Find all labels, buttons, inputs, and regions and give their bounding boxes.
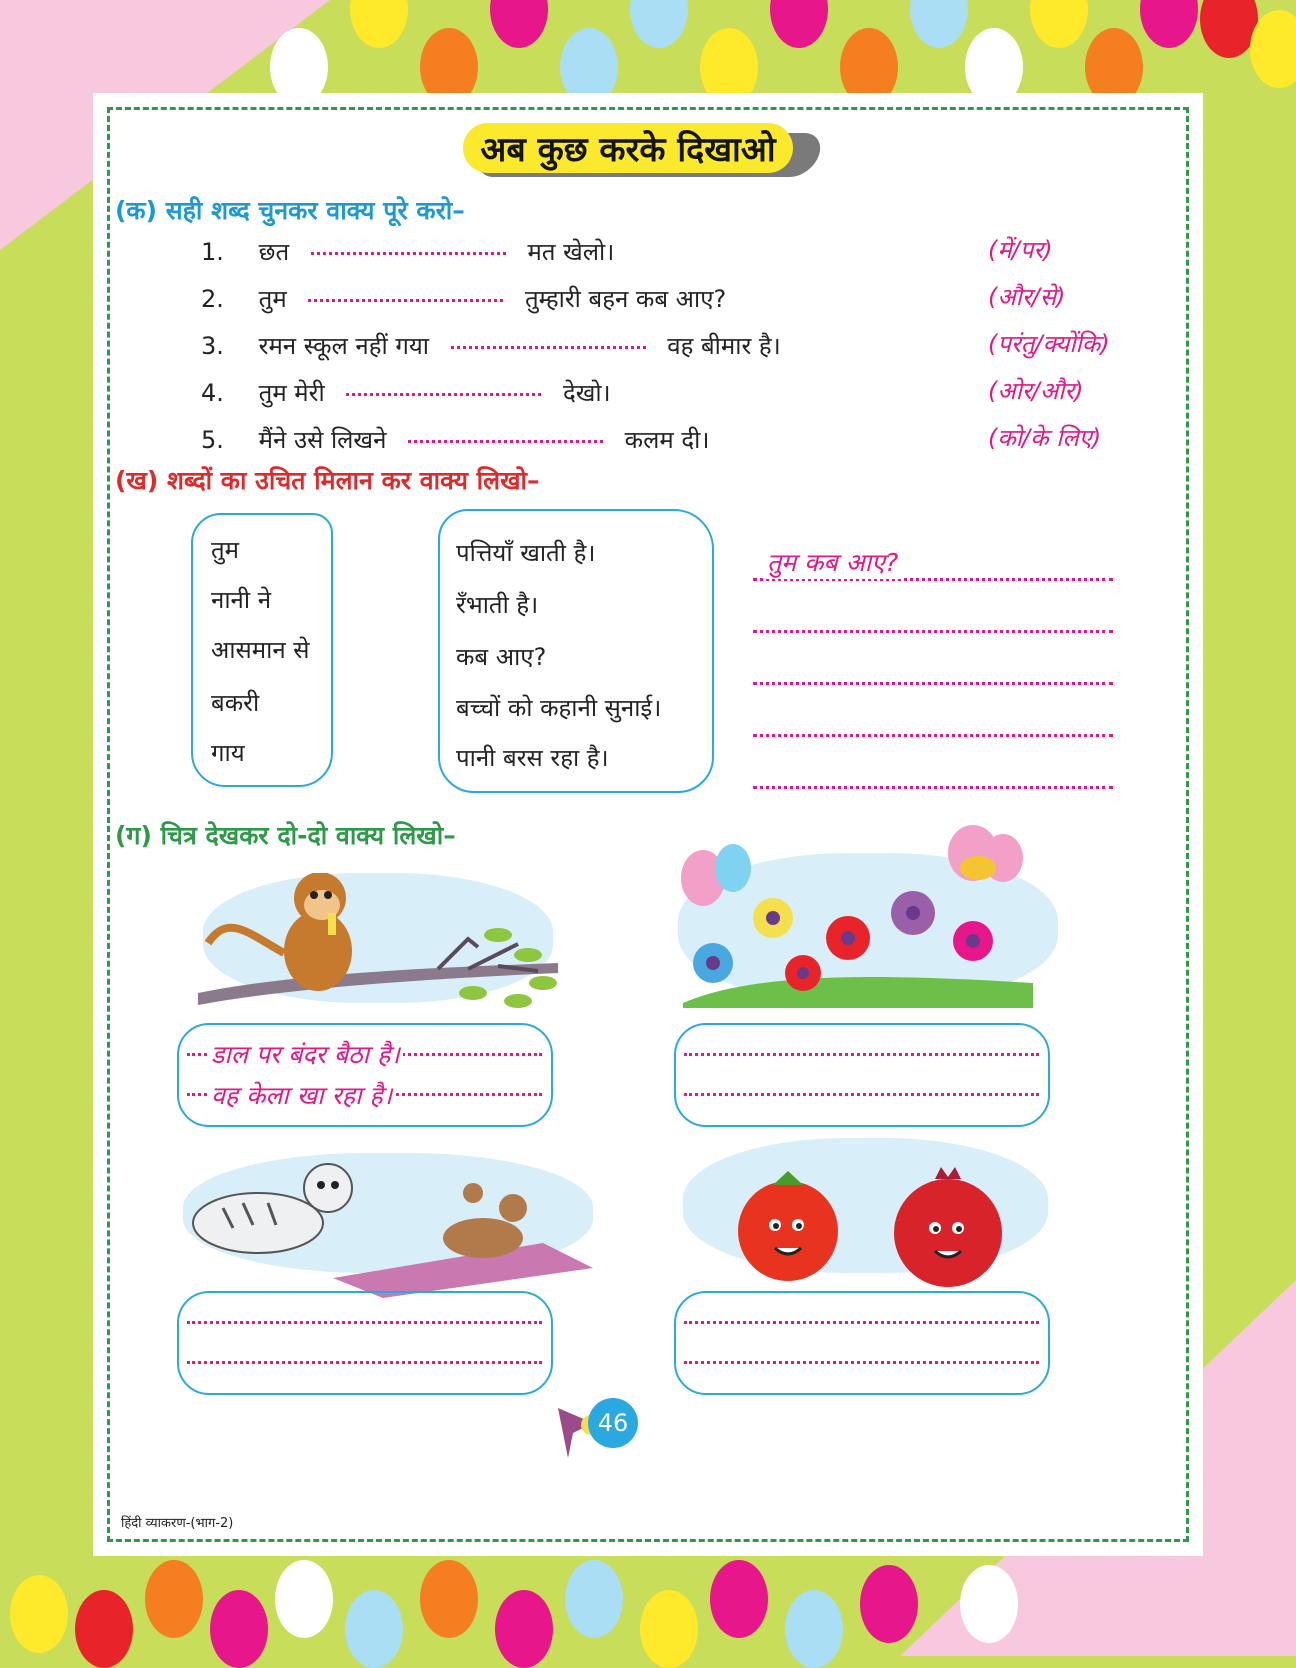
right-word: रँभाती है।	[456, 591, 539, 619]
item-number: 1.	[201, 238, 224, 266]
right-word: बच्चों को कहानी सुनाई।	[456, 694, 662, 722]
sentence-start: तुम मेरी	[258, 379, 325, 407]
blank-line	[311, 252, 506, 255]
exercise-row	[201, 235, 614, 268]
title-banner	[463, 123, 823, 179]
left-word: बकरी	[211, 689, 260, 717]
right-word: कब आए?	[456, 643, 547, 671]
decorative-dot	[565, 1560, 623, 1638]
page-number: 46	[588, 1398, 638, 1448]
decorative-dot	[785, 1590, 843, 1668]
option-choices: (में/पर)	[988, 236, 1053, 264]
sentence-end: वह बीमार है।	[667, 332, 781, 360]
book-title-footer: हिंदी व्याकरण-(भाग-2)	[121, 1516, 234, 1531]
tomato-pomegranate-illustration	[683, 1143, 1053, 1293]
blank-line	[308, 299, 503, 302]
exercise-row	[201, 376, 611, 409]
sentence-start: तुम	[258, 285, 287, 313]
sentence-start: मैंने उसे लिखने	[258, 426, 387, 454]
left-word: नानी ने	[211, 586, 272, 614]
section-a-heading: (क) सही शब्द चुनकर वाक्य पूरे करो–	[115, 196, 465, 225]
left-word: आसमान से	[211, 636, 310, 664]
page-title: अब कुछ करके दिखाओ	[480, 130, 776, 170]
sentence-end: देखो।	[562, 379, 611, 407]
answer-line[interactable]	[753, 786, 1113, 789]
option-choices: (परंतु/क्योंकि)	[988, 330, 1110, 358]
title-pill	[463, 123, 793, 173]
answer-box	[674, 1023, 1050, 1127]
answer-box	[177, 1291, 553, 1395]
flowers-butterflies-illustration	[673, 823, 1063, 1013]
decorative-dot	[860, 1565, 918, 1643]
example-answer: तुम कब आए?	[763, 545, 902, 579]
answer-line[interactable]	[684, 1093, 1039, 1096]
decorative-dot	[420, 1560, 478, 1638]
sentence-end: तुम्हारी बहन कब आए?	[524, 285, 727, 313]
blank-line	[346, 393, 541, 396]
option-choices: (और/से)	[988, 283, 1066, 311]
answer-box	[674, 1291, 1050, 1395]
answer-line[interactable]	[753, 734, 1113, 737]
sentence-end: कलम दी।	[624, 426, 710, 454]
decorative-dot	[960, 1565, 1018, 1643]
section-b-heading: (ख) शब्दों का उचित मिलान कर वाक्य लिखो–	[115, 466, 540, 495]
decorative-dot	[145, 1560, 203, 1638]
answer-line[interactable]	[684, 1361, 1039, 1364]
sentence-start: रमन स्कूल नहीं गया	[258, 332, 429, 360]
answer-line[interactable]	[753, 682, 1113, 685]
left-word: गाय	[211, 739, 245, 767]
decorative-dot	[710, 1560, 768, 1638]
monkey-on-branch-illustration	[198, 873, 568, 1033]
blank-line	[408, 440, 603, 443]
answer-line[interactable]	[187, 1321, 542, 1324]
decorative-dot	[75, 1590, 133, 1668]
right-word: पत्तियाँ खाती है।	[456, 539, 596, 567]
exercise-row	[201, 329, 781, 362]
left-word: तुम	[211, 536, 240, 564]
option-choices: (ओर/और)	[988, 377, 1084, 405]
example-answer: वह केला खा रहा है।	[208, 1078, 395, 1112]
decorative-dot	[495, 1590, 553, 1668]
right-word: पानी बरस रहा है।	[456, 744, 609, 772]
example-answer: डाल पर बंदर बैठा है।	[208, 1037, 403, 1071]
decorative-dot	[640, 1590, 698, 1668]
decorative-dot	[210, 1590, 268, 1668]
item-number: 3.	[201, 332, 224, 360]
option-choices: (को/के लिए)	[988, 424, 1102, 452]
worksheet-page	[93, 93, 1203, 1556]
answer-line[interactable]	[684, 1321, 1039, 1324]
exercise-row	[201, 423, 709, 456]
blank-line	[451, 346, 646, 349]
answer-line[interactable]	[753, 630, 1113, 633]
answer-line[interactable]	[187, 1361, 542, 1364]
sentence-start: छत	[258, 238, 290, 266]
answer-line[interactable]	[684, 1053, 1039, 1056]
decorative-dot	[275, 1560, 333, 1638]
sentence-end: मत खेलो।	[527, 238, 615, 266]
item-number: 4.	[201, 379, 224, 407]
section-c-heading: (ग) चित्र देखकर दो-दो वाक्य लिखो–	[115, 821, 456, 850]
item-number: 2.	[201, 285, 224, 313]
exercise-row	[201, 282, 726, 315]
cat-and-rat-illustration	[183, 1148, 593, 1298]
item-number: 5.	[201, 426, 224, 454]
decorative-dot	[10, 1575, 68, 1653]
decorative-dot	[345, 1590, 403, 1668]
